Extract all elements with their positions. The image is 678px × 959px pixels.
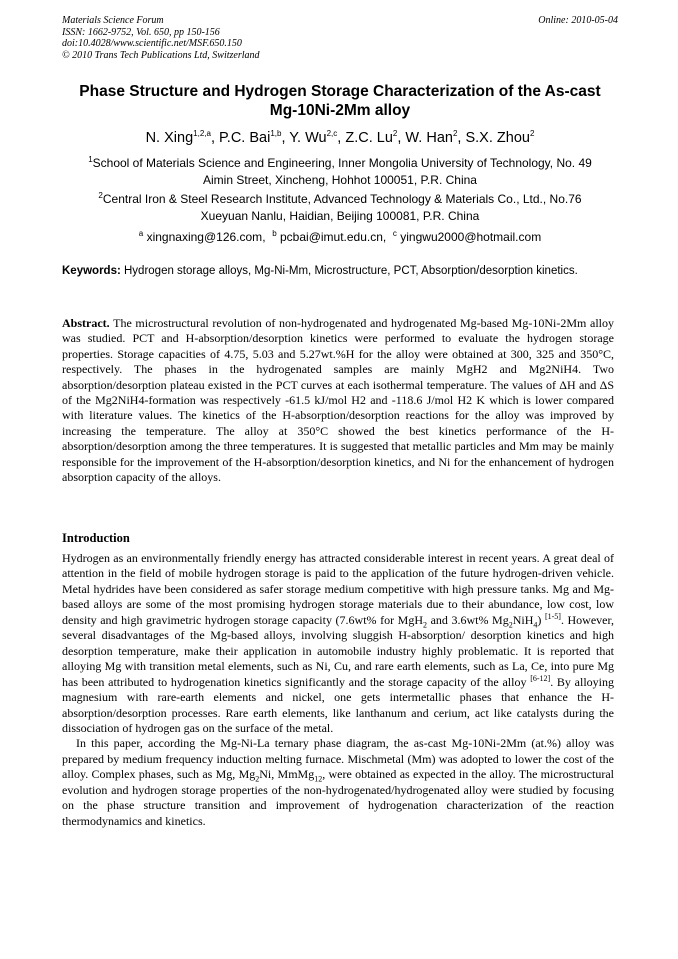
journal-doi: doi:10.4028/www.scientific.net/MSF.650.150 (62, 38, 242, 49)
author: N. Xing$^{1,2,a}$, (145, 129, 219, 146)
journal-copyright: © 2010 Trans Tech Publications Ltd, Switzerland (62, 49, 260, 61)
abstract-text: The microstructural revolution of non-hydrogenated and hydrogenated Mg-based Mg-10Ni-2Mm alloy was studied. PCT and H-absorption/desorption kinetics were performed to evaluate the hydrogen storage properties. Storage capacities of 4.75, 5.03 and 5.27wt.%H for the alloy were obtained at 300, 325 and 350°C, respectively. The phases in the hydrogenated samples are mainly MgH2 and Mg2NiH4. Two absorption/desorption plateau existed in the PCT curves at each isothermal temperature. The values of ΔH and ΔS of the Mg2NiH4-formation was respectively -61.5 kJ/mol H2 and -118.6 J/mol H2 K which is lower compared with literature values. The kinetics of the H-absorption/desorption reactions for the alloy was improved by increasing the temperature. The alloy at 350°C showed the best kinetics performance of the H-absorption/desorption among the three temperatures. It is suggested that metallic particles and Mm may be mainly responsible for the improvement of the H-absorption/desorption kinetics, and Ni for the enhancement of hydrogen absorption capacity of the alloys. (62, 316, 614, 485)
journal-issn: ISSN: 1662-9752, Vol. 650, pp 150-156 (62, 26, 220, 38)
email: $^c$ yingwu2000@hotmail.com (392, 229, 542, 244)
abstract (62, 316, 614, 485)
author-emails (62, 229, 618, 245)
author: Y. Wu$^{2,c}$, (289, 129, 346, 146)
affiliation-2: $^2$Central Iron & Steel Research Institute, Advanced Technology & Materials Co., Ltd., No.76 Xueyuan Nanlu, Haidian, Beijing 100081, P.R. China (98, 191, 582, 223)
paper-title-line-1: Phase Structure and Hydrogen Storage Characterization of the As-cast (79, 83, 601, 100)
affiliation-1: $^1$School of Materials Science and Engineering, Inner Mongolia University of Technology, No. 49 Aimin Street, Xincheng, Hohhot 100051, P.R. China (88, 155, 592, 187)
abstract-label: Abstract. (62, 316, 110, 330)
introduction-body (62, 551, 614, 829)
keywords-label: Keywords: (62, 265, 121, 277)
author-list (62, 129, 618, 147)
author: P.C. Bai$^{1,b}$, (219, 129, 290, 146)
keywords (62, 264, 614, 279)
section-heading-introduction: Introduction (62, 531, 130, 545)
email: $^b$ pcbai@imut.edu.cn, (272, 229, 393, 244)
author: S.X. Zhou$^2$ (465, 129, 535, 146)
online-date: Online: 2010-05-04 (538, 15, 618, 26)
author: Z.C. Lu$^2$, (345, 129, 406, 146)
paper-title-line-2: Mg-10Ni-2Mm alloy (269, 102, 411, 119)
email: $^a$ xingnaxing@126.com, (138, 229, 273, 244)
paper-title (62, 82, 618, 120)
citation: [6-12] (530, 673, 551, 683)
journal-name: Materials Science Forum (62, 15, 164, 26)
journal-header (62, 15, 618, 61)
introduction-paragraph-2: In this paper, according the Mg-Ni-La ternary phase diagram, the as-cast Mg-10Ni-2Mm (at.%) alloy was prepared by medium frequency induction melting furnace. Mischmetal (Mm) was adopted to lower the cost of the alloy. Complex phases, such as Mg, $Mg_2Ni$, MmMg$_{12}$, were obtained as expected in the alloy. The microstructural evolution and hydrogen storage properties of the non-hydrogenated/hydrogenated alloy were studied by focusing on the phase structure transition and improvement of hydrogenation characterization of the reaction thermodynamics and kinetics. (62, 736, 614, 828)
keywords-text: Hydrogen storage alloys, Mg-Ni-Mm, Microstructure, PCT, Absorption/desorption kinetics. (124, 265, 578, 277)
author: W. Han$^2$, (405, 129, 466, 146)
introduction-paragraph-1: Hydrogen as an environmentally friendly energy has attracted considerable interest in recent years. A great deal of attention in the field of mobile hydrogen storage is paid to the application of the future hydrogen-driven vehicle. Metal hydrides have been considered as safer storage medium competitive with high pressure tanks. Mg and Mg-based alloys are some of the most promising hydrogen storage materials due to their abundance, low cost, low density and high gravimetric hydrogen storage capacity (7.6wt% for MgH$_2$ and 3.6wt% $Mg_2NiH_4$) [1-5]. However, several disadvantages of the Mg-based alloys, involving sluggish H-absorption/ desorption kinetics and high desorption temperature, make their application in automobile industry highly problematic. It is reported that alloying Mg with transition metal elements, such as Ni, Cu, and rare earth elements, such as La, Ce, into pure Mg has been attributed to hydrogenation kinetics significantly and the storage capacity of the alloy [6-12]. By alloying magnesium with rare-earth elements and nickel, one gets intermetallic phases that enhance the H-absorption/desorption processes. Rare earth elements, like lanthanum and cerium, act like catalysts during the dissociation of hydrogen gas on the surface of the metal. (62, 551, 615, 735)
citation: [1-5] (544, 611, 561, 621)
